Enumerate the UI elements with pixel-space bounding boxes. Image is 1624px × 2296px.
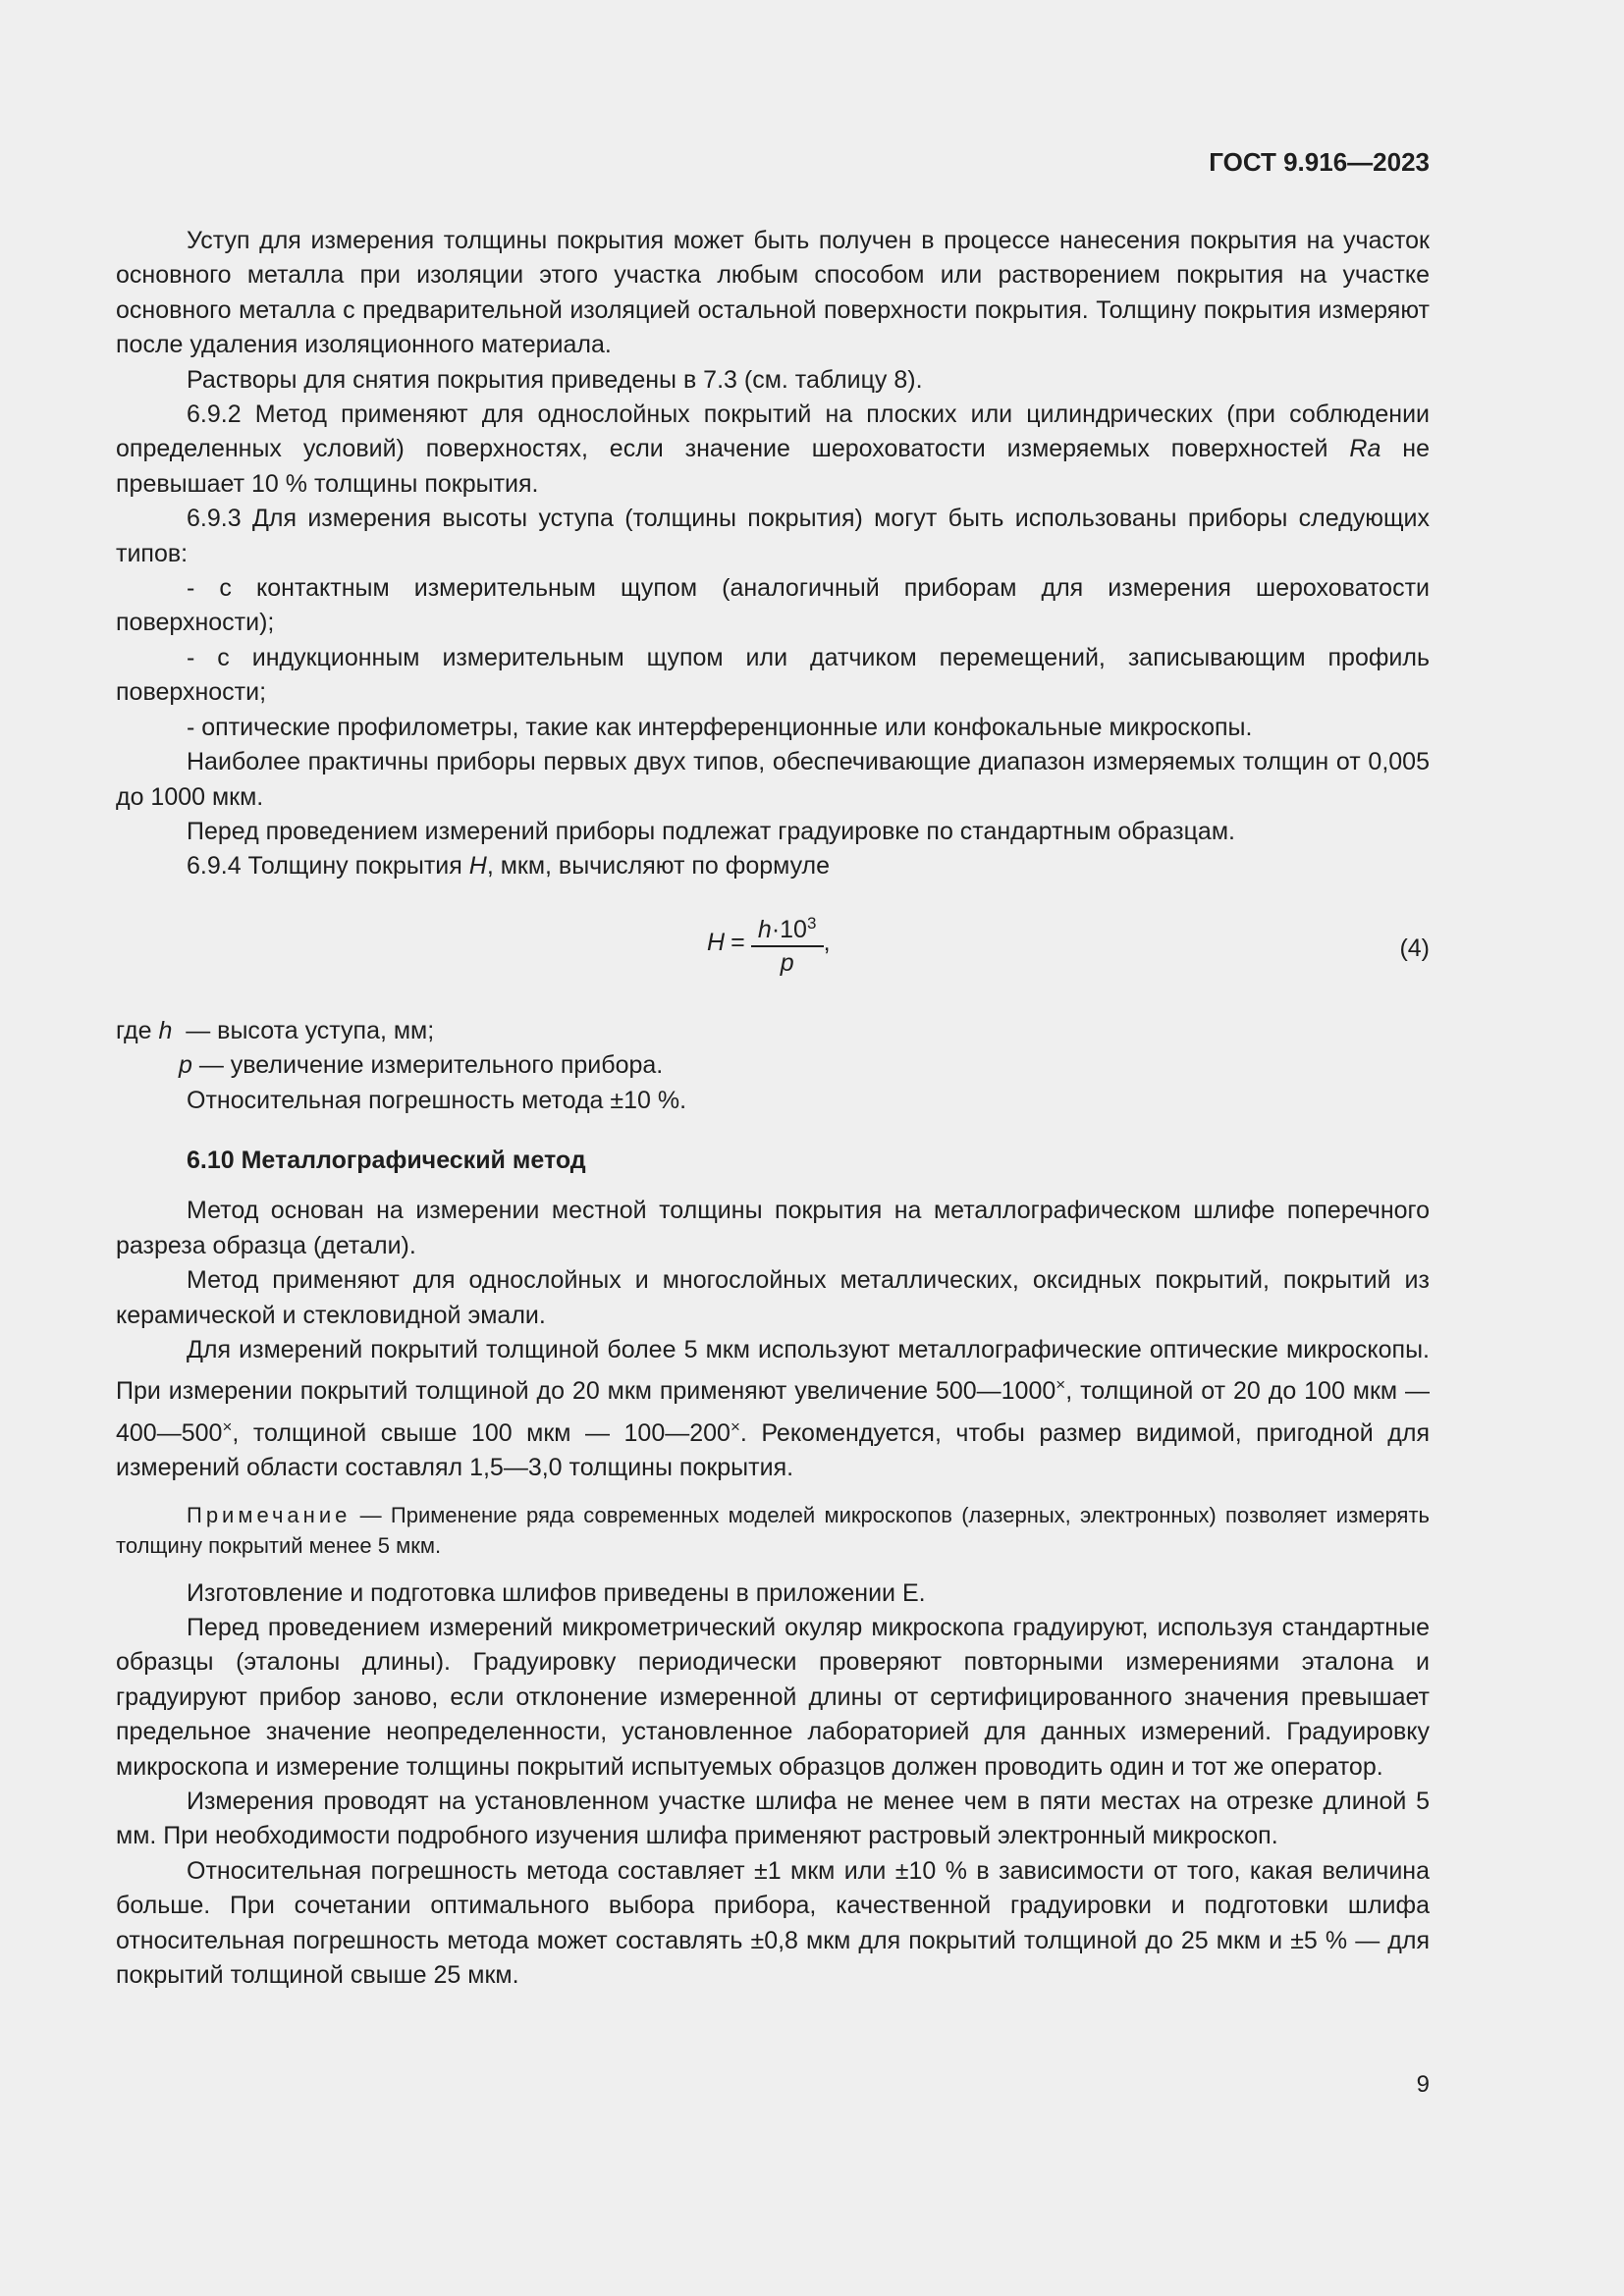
formula-dot: · bbox=[771, 915, 781, 943]
paragraph: Растворы для снятия покрытия приведены в 7.3 (см. таблицу 8). bbox=[187, 365, 923, 394]
formula-exponent: 3 bbox=[806, 913, 817, 933]
paragraph-text: , толщиной свыше 100 мкм — 100—200 bbox=[232, 1418, 731, 1447]
document-body bbox=[116, 224, 1430, 1993]
note bbox=[116, 1500, 1430, 1561]
paragraph-magnification bbox=[116, 1333, 1430, 1486]
paragraph-text: . Рекомендуется, чтобы размер видимой, пригодной для измерений области составлял 1,5—3,0 толщины покрытия. bbox=[116, 1418, 1430, 1482]
paragraph-text: , мкм, вычисляют по формуле bbox=[486, 852, 831, 881]
formula-comma: , bbox=[823, 929, 831, 957]
list-item: - с контактным измерительным щупом (аналогичный приборам для измерения шероховатости поверхности); bbox=[116, 574, 1430, 637]
paragraph: Наиболее практичны приборы первых двух типов, обеспечивающие диапазон измеряемых толщин от 0,005 до 1000 мкм. bbox=[116, 748, 1430, 811]
where-p-desc: — увеличение измерительного прибора. bbox=[191, 1051, 664, 1080]
formula-number: (4) bbox=[1399, 934, 1430, 962]
formula-equals: = bbox=[731, 929, 745, 957]
paragraph-6-9-4 bbox=[116, 849, 1430, 883]
paragraph-text: 6.9.2 Метод применяют для однослойных покрытий на плоских или цилиндрических (при соблюдении определенных условий) поверхностях, если значение шероховатости измеряемых поверхностей bbox=[116, 400, 1430, 463]
formula-h: h bbox=[757, 915, 772, 943]
where-h-var: h bbox=[158, 1016, 173, 1044]
times-sup: × bbox=[730, 1416, 740, 1436]
times-sup: × bbox=[222, 1416, 233, 1436]
paragraph-text: 6.9.4 Толщину покрытия bbox=[187, 852, 469, 881]
note-label: Примечание bbox=[187, 1502, 352, 1527]
paragraph-6-9-2 bbox=[116, 398, 1430, 502]
accuracy-statement: Относительная погрешность метода ±10 %. bbox=[187, 1086, 687, 1114]
symbol-ra: Ra bbox=[1349, 435, 1381, 463]
document-header: ГОСТ 9.916—2023 bbox=[1209, 147, 1430, 177]
where-h-desc: — высота уступа, мм; bbox=[172, 1016, 435, 1044]
formula-fraction bbox=[751, 908, 824, 979]
paragraph-text: не превышает 10 % толщины покрытия. bbox=[116, 435, 1431, 498]
paragraph: Метод основан на измерении местной толщины покрытия на металлографическом шлифе поперечного разреза образца (детали). bbox=[116, 1197, 1430, 1259]
section-title-6-10: 6.10 Металлографический метод bbox=[187, 1146, 586, 1174]
paragraph-text: Для измерений покрытий толщиной более 5 мкм используют металлографические оптические микроскопы. При измерении покрытий толщиной до 20 мкм применяют увеличение 500—1000 bbox=[116, 1335, 1430, 1406]
formula-base: 10 bbox=[780, 915, 807, 943]
paragraph: Метод применяют для однослойных и многослойных металлических, оксидных покрытий, покрытий из керамической и стекловидной эмали. bbox=[116, 1266, 1430, 1329]
list-item: - оптические профилометры, такие как интерференционные или конфокальные микроскопы. bbox=[187, 713, 1253, 741]
where-prefix: где bbox=[116, 1016, 159, 1044]
paragraph-6-9-3: 6.9.3 Для измерения высоты уступа (толщины покрытия) могут быть использованы приборы следующих типов: bbox=[116, 505, 1430, 567]
paragraph: Перед проведением измерений микрометрический окуляр микроскопа градуируют, используя стандартные образцы (эталоны длины). Градуировку периодически проверяют повторными измерениями эталона и градуируют прибор заново, если отклонение измеренной длины от сертифицированного значения превышает предельное значение неопределенности, установленное лабораторией для данных измерений. Градуировку микроскопа и измерение толщины покрытий испытуемых образцов должен проводить один и тот же оператор. bbox=[116, 1614, 1430, 1781]
paragraph: Измерения проводят на установленном участке шлифа не менее чем в пяти местах на отрезке длиной 5 мм. При необходимости подробного изучения шлифа применяют растровый электронный микроскоп. bbox=[116, 1788, 1430, 1850]
paragraph: Перед проведением измерений приборы подлежат градуировке по стандартным образцам. bbox=[187, 817, 1235, 845]
where-h bbox=[116, 1014, 1430, 1048]
paragraph: Относительная погрешность метода составляет ±1 мкм или ±10 % в зависимости от того, какая величина больше. При сочетании оптимального выбора прибора, качественной градуировки и подготовки шлифа относительная погрешность метода может составлять ±0,8 мкм для покрытий толщиной до 25 мкм и ±5 % — для покрытий толщиной свыше 25 мкм. bbox=[116, 1856, 1430, 1990]
paragraph-text: , толщиной от 20 до 100 мкм — 400—500 bbox=[116, 1377, 1431, 1447]
symbol-h: H bbox=[468, 852, 487, 881]
note-text: — Применение ряда современных моделей микроскопов (лазерных, электронных) позволяет измерять толщину покрытий менее 5 мкм. bbox=[116, 1502, 1430, 1558]
where-p bbox=[116, 1048, 1430, 1083]
paragraph: Уступ для измерения толщины покрытия может быть получен в процессе нанесения покрытия на участок основного металла при изоляции этого участка любым способом или растворением покрытия на участке основного металла с предварительной изоляцией остальной поверхности покрытия. Толщину покрытия измеряют после удаления изоляционного материала. bbox=[116, 227, 1430, 359]
paragraph: Изготовление и подготовка шлифов приведены в приложении Е. bbox=[187, 1578, 926, 1607]
page-number: 9 bbox=[1416, 2071, 1430, 2098]
formula-lhs: H bbox=[707, 929, 726, 957]
where-p-var: p bbox=[179, 1051, 192, 1080]
formula-numerator bbox=[755, 908, 820, 945]
formula-4 bbox=[116, 908, 1430, 994]
times-sup: × bbox=[1056, 1375, 1066, 1395]
formula-denominator: p bbox=[780, 948, 794, 977]
formula-expression bbox=[707, 908, 831, 979]
list-item: - с индукционным измерительным щупом или датчиком перемещений, записывающим профиль поверхности; bbox=[116, 643, 1430, 707]
